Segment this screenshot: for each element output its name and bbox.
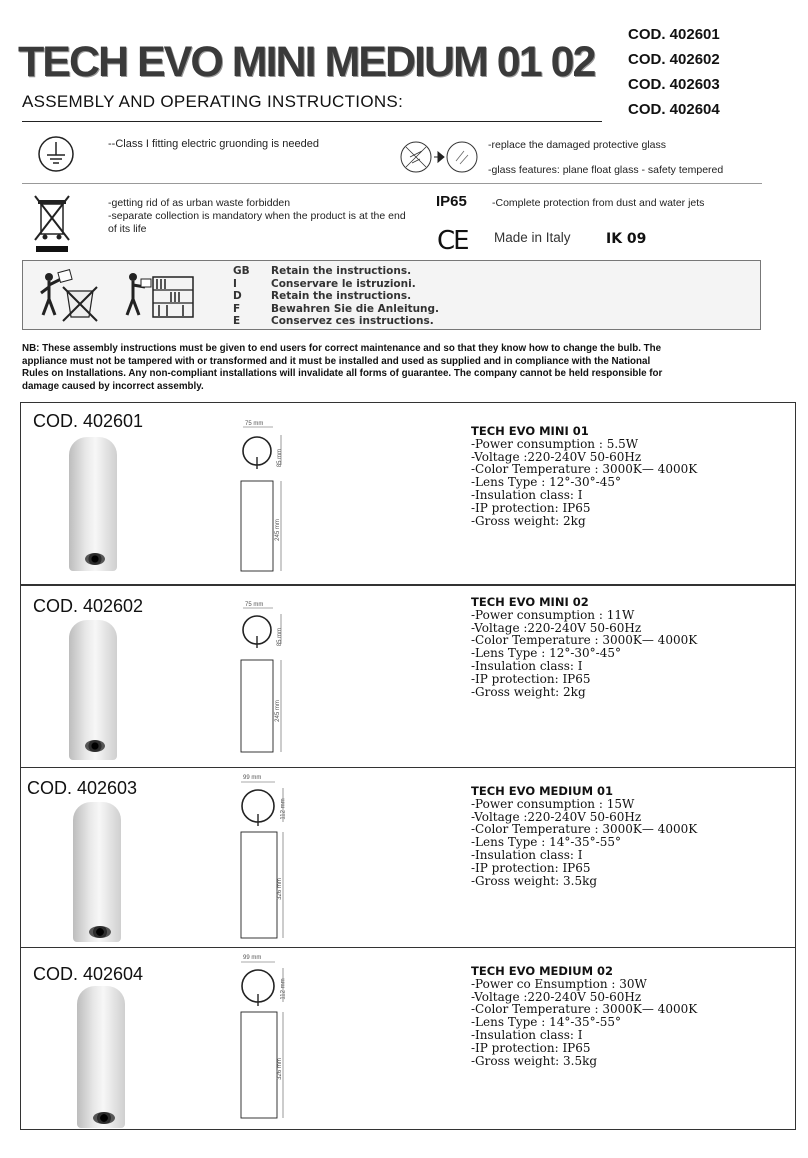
product-code: COD. 402602 [33, 596, 144, 616]
product-photo [69, 437, 117, 571]
nb-disclaimer: NB: These assembly instructions must be given to end users for correct maintenance and so that they know how to change the bulb. The appliance must not be tampered with or transformed and it must be installed and used as supplied and in compliance with the National Rules on Installations. Any non-compliant installations will invalidate all forms of guarantee. The company cannot be held responsible for damage caused by incorrect assembly. [22, 343, 663, 392]
section-divider [22, 183, 762, 184]
waste-note-line: -separate collection is mandatory when the product is at the end of its life [108, 209, 406, 235]
header-code: COD. 402601 [628, 26, 720, 43]
spec-line: -Power co Ensumption : 30W [471, 976, 647, 991]
spec-block [471, 425, 697, 527]
spec-line: -Lens Type : 12°-30°-45° [471, 475, 621, 490]
spec-line: -IP protection: IP65 [471, 860, 591, 875]
spec-line: -IP protection: IP65 [471, 1040, 591, 1055]
lang-text: Bewahren Sie die Anleitung. [271, 302, 440, 315]
keep-instructions-icon [123, 267, 203, 330]
page-title: TECH EVO MINI MEDIUM 01 02 [18, 38, 595, 86]
spec-block [471, 785, 697, 887]
dim-width: 99 mm [243, 955, 262, 961]
lens-icon [93, 1112, 115, 1124]
spec-block [471, 596, 697, 698]
waste-note-line: -getting rid of as urban waste forbidden [108, 197, 291, 209]
glass-replace-note: -replace the damaged protective glass [488, 139, 667, 151]
waste-note [108, 197, 408, 235]
product-name: TECH EVO MINI 02 [471, 595, 589, 609]
lang-code: E [233, 315, 241, 327]
dim-head: 85 mm [277, 627, 284, 647]
spec-line: -Gross weight: 2kg [471, 684, 586, 699]
lang-text: Conservare le istruzioni. [271, 277, 416, 290]
spec-line: -Lens Type : 14°-35°-55° [471, 835, 621, 850]
lens-icon [89, 926, 111, 938]
lang-text: Retain the instructions. [271, 265, 412, 277]
product-name: TECH EVO MINI 01 [471, 424, 589, 438]
dim-head: 85 mm [277, 448, 284, 468]
technical-drawing [235, 774, 311, 944]
spec-line: -Insulation class: I [471, 487, 583, 502]
spec-line: -Insulation class: I [471, 1027, 583, 1042]
dim-height: 326 mm [276, 878, 283, 900]
product-panel-402602 [20, 585, 796, 768]
spec-line: -IP protection: IP65 [471, 500, 591, 515]
spec-block [471, 965, 697, 1067]
spec-line: -Voltage :220-240V 50-60Hz [471, 809, 642, 824]
dim-height: 326 mm [276, 1058, 283, 1080]
lang-text: Conservez ces instructions. [271, 315, 434, 327]
product-panel-402603 [20, 767, 796, 948]
spec-line: -Gross weight: 3.5kg [471, 1053, 598, 1068]
dim-head: 112 mm [280, 798, 287, 820]
spec-line: -Gross weight: 3.5kg [471, 873, 598, 888]
made-in-italy: Made in Italy [494, 230, 571, 245]
dim-height: 245 mm [274, 700, 281, 722]
retain-row [233, 278, 439, 291]
spec-line: -Power consumption : 15W [471, 796, 635, 811]
ce-mark: CE [437, 226, 468, 256]
spec-line: -Lens Type : 14°-35°-55° [471, 1015, 621, 1030]
spec-line: -Insulation class: I [471, 658, 583, 673]
spec-line: -IP protection: IP65 [471, 671, 591, 686]
lens-icon [85, 740, 105, 752]
lang-code: I [233, 277, 237, 290]
product-name: TECH EVO MEDIUM 01 [471, 784, 614, 798]
page-subtitle: ASSEMBLY AND OPERATING INSTRUCTIONS: [22, 92, 404, 111]
spec-line: -Gross weight: 2kg [471, 513, 586, 528]
product-code: COD. 402604 [33, 964, 144, 984]
product-code: COD. 402603 [27, 778, 138, 798]
product-code-list [628, 22, 720, 122]
ground-icon [36, 134, 76, 179]
spec-line: -Voltage :220-240V 50-60Hz [471, 620, 642, 635]
product-photo [73, 802, 121, 942]
dim-width: 75 mm [245, 421, 264, 427]
dim-height: 245 mm [274, 519, 281, 541]
product-photo [77, 986, 125, 1128]
lang-code: F [233, 302, 241, 315]
dim-width: 99 mm [243, 775, 262, 781]
spec-line: -Color Temperature : 3000K— 4000K [471, 822, 698, 837]
spec-line: -Voltage :220-240V 50-60Hz [471, 449, 642, 464]
broken-glass-icon [398, 137, 482, 182]
lang-code: D [233, 290, 242, 302]
header-code: COD. 402603 [628, 76, 720, 93]
weee-bin-icon [32, 194, 72, 261]
ip-description: -Complete protection from dust and water jets [492, 197, 705, 209]
product-panel-402601 [20, 402, 796, 585]
retain-row [233, 315, 439, 328]
ip-rating: IP65 [436, 193, 467, 210]
ik-rating: IK 09 [606, 231, 647, 247]
spec-line: -Power consumption : 5.5W [471, 436, 639, 451]
technical-drawing [235, 417, 305, 577]
technical-drawing [235, 954, 311, 1124]
spec-line: -Color Temperature : 3000K— 4000K [471, 633, 698, 648]
retain-row [233, 303, 439, 316]
lang-text: Retain the instructions. [271, 290, 412, 302]
discard-instructions-icon [35, 267, 105, 330]
retain-row [233, 290, 439, 303]
dim-head: 112 mm [280, 978, 287, 1000]
product-name: TECH EVO MEDIUM 02 [471, 964, 614, 978]
grounding-note: --Class I fitting electric gruonding is needed [108, 138, 319, 150]
technical-drawing [235, 598, 305, 758]
lang-code: GB [233, 265, 250, 277]
header-code: COD. 402604 [628, 101, 720, 118]
spec-line: -Lens Type : 12°-30°-45° [471, 646, 621, 661]
spec-line: -Color Temperature : 3000K— 4000K [471, 1002, 698, 1017]
spec-line: -Power consumption : 11W [471, 607, 635, 622]
product-panel-402604 [20, 947, 796, 1130]
dim-width: 75 mm [245, 602, 264, 608]
retain-instructions-box [22, 260, 761, 330]
spec-line: -Insulation class: I [471, 847, 583, 862]
spec-line: -Voltage :220-240V 50-60Hz [471, 989, 642, 1004]
glass-features-note: -glass features: plane float glass - safety tempered [488, 164, 724, 176]
retain-instructions-list [233, 265, 439, 328]
header-code: COD. 402602 [628, 51, 720, 68]
spec-line: -Color Temperature : 3000K— 4000K [471, 462, 698, 477]
lens-icon [85, 553, 105, 565]
header-divider [22, 121, 602, 122]
product-photo [69, 620, 117, 760]
product-code: COD. 402601 [33, 411, 144, 431]
retain-row [233, 265, 439, 278]
